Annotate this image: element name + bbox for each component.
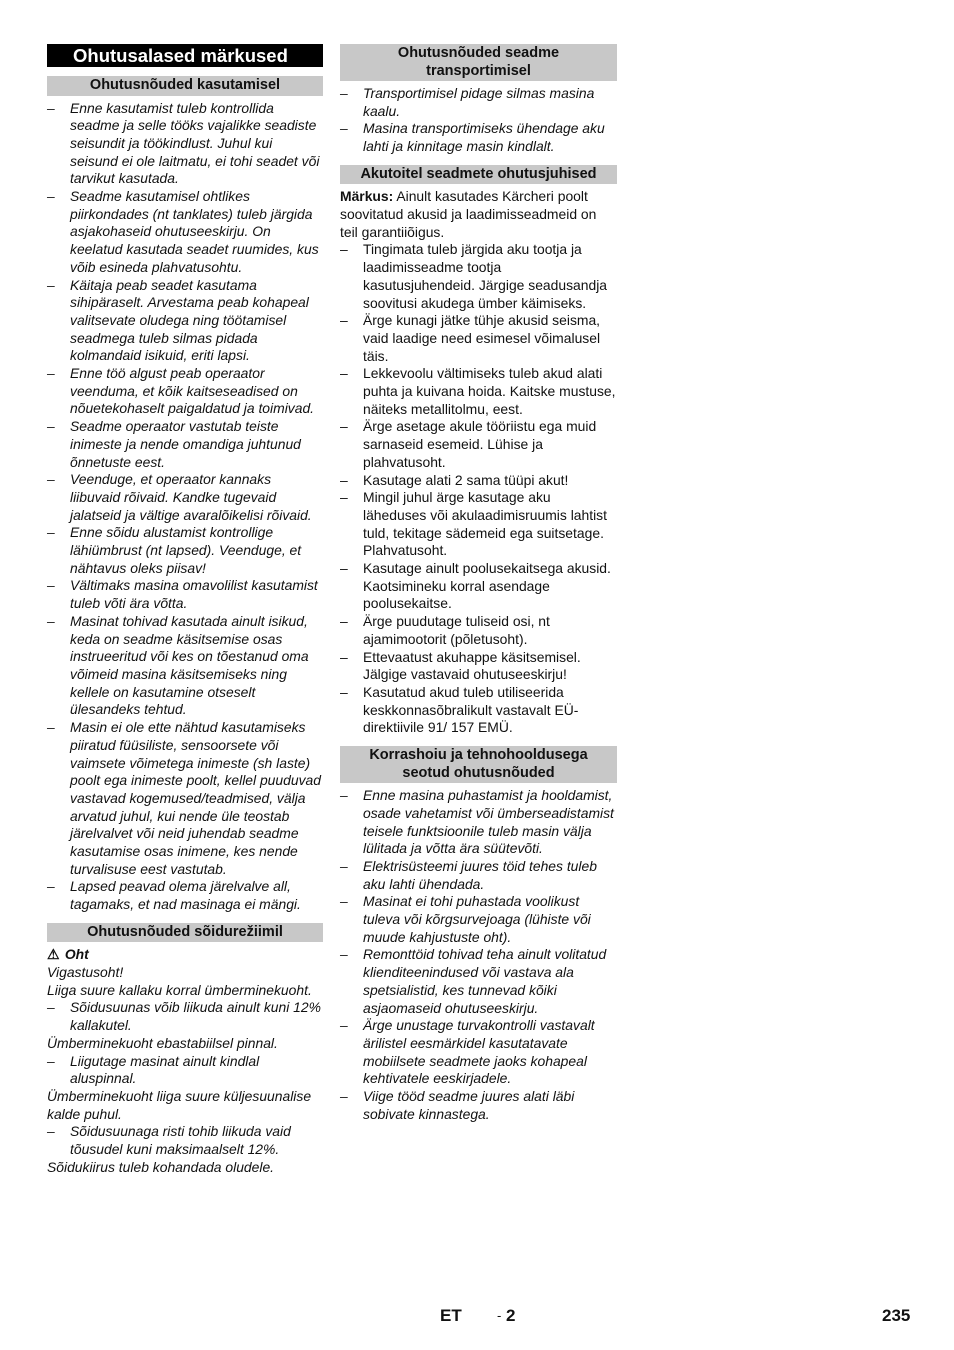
list-item: – Seadme kasutamisel ohtlikes piirkondades (nt tanklates) tuleb järgida asjakohaseid ohutuseeskirju. On keelatud kasutada seadet ruumides, kus võib esineda plahvatusohtu. — [47, 188, 323, 277]
usage-heading: Ohutusnõuded kasutamisel — [47, 76, 323, 96]
footer-chapter: 2 — [506, 1306, 516, 1325]
page-title: Ohutusalased märkused — [47, 44, 323, 67]
list-item: – Ärge unustage turvakontrolli vastavalt ärilistel eesmärkidel kasutatavate mobiilsete seadmete jaoks kohapeal kehtivatele eeskirjadele. — [340, 1017, 617, 1088]
driving-list — [47, 1123, 323, 1158]
list-item: – Ärge kunagi jätke tühje akusid seisma, vaid laadige need esimesel võimalusel täis. — [340, 312, 617, 365]
list-item: – Enne kasutamist tuleb kontrollida seadme ja selle tööks vajalikke seadiste seisundit ja töökindlust. Juhul kui seisund ei ole laitmatu, ei tohi seadet või tarvikut kasutada. — [47, 100, 323, 189]
list-item: – Sõidusuunaga risti tohib liikuda vaid tõusudel kuni maksimaalselt 12%. — [47, 1123, 323, 1158]
footer-separator: - — [497, 1308, 502, 1323]
list-item: – Masinat tohivad kasutada ainult isikud, keda on seadme käsitsemise osas instrueeritud või kes on tõestanud oma võimeid masina käsitsemiseks ning kellele on kasutamine otseselt ülesandeks tehtud. — [47, 613, 323, 719]
driving-text: Ümberminekuoht ebastabiilsel pinnal. — [47, 1034, 278, 1051]
list-item: – Masin ei ole ette nähtud kasutamiseks piiratud füüsiliste, sensoorsete või vaimsete võimetega inimeste (sh laste) poolt ega inimeste poolt, kellel puuduvad vastavad kogemused/teadmised, välja arvatud juhul, kui nende üle teostab järelvalvet või neid juhendab seadme kasutamise osas inimene, kes nende turvalisuse eest vastutab. — [47, 719, 323, 878]
list-item: – Kasutatud akud tuleb utiliseerida keskkonnasõbralikult vastavalt EÜ-direktiivile 91/ 157 EMÜ. — [340, 684, 617, 737]
driving-text: Vigastusoht! — [47, 964, 124, 981]
usage-list — [47, 100, 323, 914]
list-item: – Enne töö algust peab operaator veenduma, et kõik kaitseseadised on nõuetekohaselt paigaldatud ja toimivad. — [47, 365, 323, 418]
note-text: Ainult kasutades Kärcheri poolt soovitatud akusid ja laadimisseadmeid on teil garantiiõigus. — [340, 188, 597, 240]
warning-label: Oht — [64, 946, 89, 963]
page-number: 235 — [882, 1306, 911, 1325]
note-label: Märkus: — [340, 188, 394, 205]
list-item: – Kasutage ainult poolusekaitsega akusid. Kaotsimineku korral asendage poolusekaitse. — [340, 560, 617, 613]
list-item: – Veenduge, et operaator kannaks liibuvaid rõivaid. Kandke tugevaid jalatseid ja vältige avaralõikelisi rõivaid. — [47, 471, 323, 524]
list-item: – Ärge asetage akule tööriistu ega muid sarnaseid esemeid. Lühise ja plahvatusoht. — [340, 418, 617, 471]
battery-list — [340, 241, 617, 737]
driving-text: Sõidukiirus tuleb kohandada oludele. — [47, 1158, 275, 1175]
list-item: – Tingimata tuleb järgida aku tootja ja laadimisseadme tootja kasutusjuhendeid. Järgige seadusandja soovitusi akudega ümber käimiseks. — [340, 241, 617, 312]
driving-list — [47, 1053, 323, 1088]
list-item: – Transportimisel pidage silmas masina kaalu. — [340, 85, 617, 120]
maintenance-list — [340, 787, 617, 1123]
list-item: – Vältimaks masina omavolilist kasutamist tuleb võti ära võtta. — [47, 577, 323, 612]
right-column — [340, 44, 617, 1123]
driving-text: Ümberminekuoht liiga suure küljesuunalise kalde puhul. — [47, 1087, 312, 1122]
left-column — [47, 44, 323, 1176]
list-item: – Remonttöid tohivad teha ainult volitatud klienditeenindused või vastava ala spetsialistid, kes tunnevad kõiki asjaomaseid ohutuseeskirju. — [340, 946, 617, 1017]
list-item: – Masina transportimiseks ühendage aku lahti ja kinnitage masin kindlalt. — [340, 120, 617, 155]
driving-text: Liiga suure kallaku korral ümberminekuoht. — [47, 981, 312, 998]
list-item: – Lapsed peavad olema järelvalve all, tagamaks, et nad masinaga ei mängi. — [47, 878, 323, 913]
list-item: – Elektrisüsteemi juures töid tehes tuleb aku lahti ühendada. — [340, 858, 617, 893]
driving-list — [47, 999, 323, 1034]
footer-language: ET — [440, 1306, 462, 1325]
list-item: – Masinat ei tohi puhastada voolikust tuleva või kõrgsurvejoaga (lühiste või muude kahjustuste oht). — [340, 893, 617, 946]
list-item: – Ärge puudutage tuliseid osi, nt ajamimootorit (põletusoht). — [340, 613, 617, 648]
list-item: – Ettevaatust akuhappe käsitsemisel. Jälgige vastavaid ohutuseeskirju! — [340, 649, 617, 684]
list-item: – Lekkevoolu vältimiseks tuleb akud alati puhta ja kuivana hoida. Kaitske mustuse, näiteks metallitolmu, eest. — [340, 365, 617, 418]
list-item: – Sõidusuunas võib liikuda ainult kuni 12% kallakutel. — [47, 999, 323, 1034]
maintenance-heading: Korrashoiu ja tehnohooldusega seotud ohutusnõuded — [340, 746, 617, 783]
battery-heading: Akutoitel seadmete ohutusjuhised — [340, 165, 617, 185]
list-item: – Kasutage alati 2 sama tüüpi akut! — [340, 472, 617, 490]
list-item: – Mingil juhul ärge kasutage aku läheduses või akulaadimisruumis lahtist tuld, tekitage sädemeid ega suitsetage. Plahvatusoht. — [340, 489, 617, 560]
warning-triangle-icon: ⚠ — [47, 946, 60, 963]
list-item: – Käitaja peab seadet kasutama sihipäraselt. Arvestama peab kohapeal valitsevate oludega ning töötamisel seadmega tuleb silmas pidada kolmandaid isikuid, eriti lapsi. — [47, 277, 323, 366]
driving-heading: Ohutusnõuded sõidurežiimil — [47, 923, 323, 943]
list-item: – Enne masina puhastamist ja hooldamist, osade vahetamist või ümberseadistamist teisele funktsioonile tuleb masin välja lülitada ja võtta ära süütevõti. — [340, 787, 617, 858]
warning-line — [47, 946, 323, 964]
list-item: – Viige tööd seadme juures alati läbi sobivate kinnastega. — [340, 1088, 617, 1123]
list-item: – Liigutage masinat ainult kindlal aluspinnal. — [47, 1053, 323, 1088]
transport-list — [340, 85, 617, 156]
list-item: – Enne sõidu alustamist kontrollige lähiümbrust (nt lapsed). Veenduge, et nähtavus oleks piisav! — [47, 524, 323, 577]
list-item: – Seadme operaator vastutab teiste inimeste ja nende omandiga juhtunud õnnetuste eest. — [47, 418, 323, 471]
transport-heading: Ohutusnõuded seadme transportimisel — [340, 44, 617, 81]
battery-note — [340, 188, 617, 241]
